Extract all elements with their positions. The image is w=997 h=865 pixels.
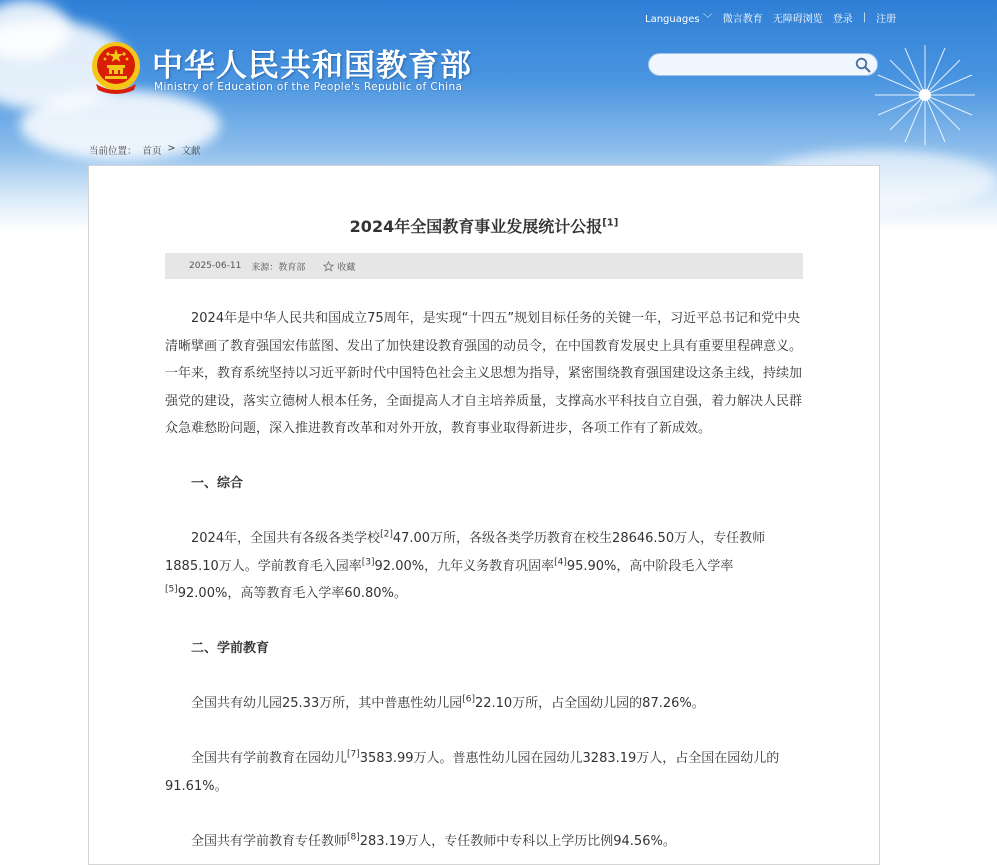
search-box [648,53,878,76]
footnote-ref[interactable]: [8] [347,832,360,843]
breadcrumb-separator: > [167,143,176,154]
languages-menu[interactable] [645,10,713,25]
breadcrumb-label: 当前位置： [89,146,137,157]
paragraph-overview: 2024年，全国共有各级各类学校[2]47.00万所，各级各类学历教育在校生28646.50万人，专任教师1885.10万人。学前教育毛入园率[3]92.00%，九年义务教育巩固率[4]95.90%，高中阶段毛入学率[5]92.00%，高等教育毛入学率60.80%。 [165,529,766,601]
paragraph-intro: 2024年是中华人民共和国成立75周年，是实现“十四五”规划目标任务的关键一年，习近平总书记和党中央清晰擘画了教育强国宏伟蓝图、发出了加快建设教育强国的动员令，在中国教育发展史上具有重要里程碑意义。一年来，教育系统坚持以习近平新时代中国特色社会主义思想为指导，紧密围绕教育强国建设这条主线，持续加强党的建设，落实立德树人根本任务，全面提高人才自主培养质量，支撑高水平科技自立自强，着力解决人民群众急难愁盼问题，深入推进教育改革和对外开放，教育事业取得新进步，各项工作有了新成效。 [165,311,803,436]
chevron-down-icon: ﹀ [702,13,713,25]
footnote-ref[interactable]: [2] [380,529,393,540]
breadcrumb-home[interactable]: 首页 [142,146,162,157]
publish-date: 2025-06-11 [189,261,242,271]
paragraph-kindergartens: 全国共有幼儿园25.33万所，其中普惠性幼儿园[6]22.10万所，占全国幼儿园的87.26%。 [191,694,705,711]
breadcrumb-current[interactable]: 文献 [181,146,201,157]
breadcrumb [89,143,201,157]
article-title [89,214,879,237]
search-icon[interactable] [855,57,871,73]
login-link[interactable]: 登录 [832,13,853,25]
paragraph-teachers: 全国共有学前教育专任教师[8]283.19万人，专任教师中专科以上学历比例94.56%。 [191,832,676,849]
footnote-ref[interactable]: [5] [165,584,178,595]
article-panel [88,165,880,865]
footnote-ref[interactable]: [1] [602,217,619,229]
site-title-en: Ministry of Education of the People's Republic of China [154,81,463,93]
star-icon [323,261,334,272]
section-heading-overview: 一、综合 [191,476,244,491]
footnote-ref[interactable]: [6] [462,694,475,705]
article-title-text: 2024年全国教育事业发展统计公报 [349,217,603,236]
search-input[interactable] [659,56,853,75]
footnote-ref[interactable]: [7] [347,749,360,760]
weibo-link[interactable]: 微言教育 [722,13,763,25]
top-nav [645,10,896,24]
favorite-label: 收藏 [337,262,356,273]
register-link[interactable]: 注册 [876,13,897,25]
footnote-ref[interactable]: [4] [554,557,567,568]
article-body [165,305,805,855]
footnote-ref[interactable]: [3] [361,557,375,568]
section-heading-preschool: 二、学前教育 [191,641,270,656]
favorite-button[interactable] [323,260,355,273]
article-meta-bar [165,253,803,279]
nav-separator: | [862,11,867,23]
article-source: 来源：教育部 [251,262,306,273]
national-emblem-icon[interactable] [90,40,142,94]
dandelion-decoration [870,40,980,150]
site-title-cn[interactable]: 中华人民共和国教育部 [152,48,472,84]
accessible-browse-link[interactable]: 无障碍浏览 [772,13,823,25]
languages-label: Languages [645,13,700,25]
paragraph-enrollment: 全国共有学前教育在园幼儿[7]3583.99万人。普惠性幼儿园在园幼儿3283.19万人，占全国在园幼儿的91.61%。 [165,749,780,794]
